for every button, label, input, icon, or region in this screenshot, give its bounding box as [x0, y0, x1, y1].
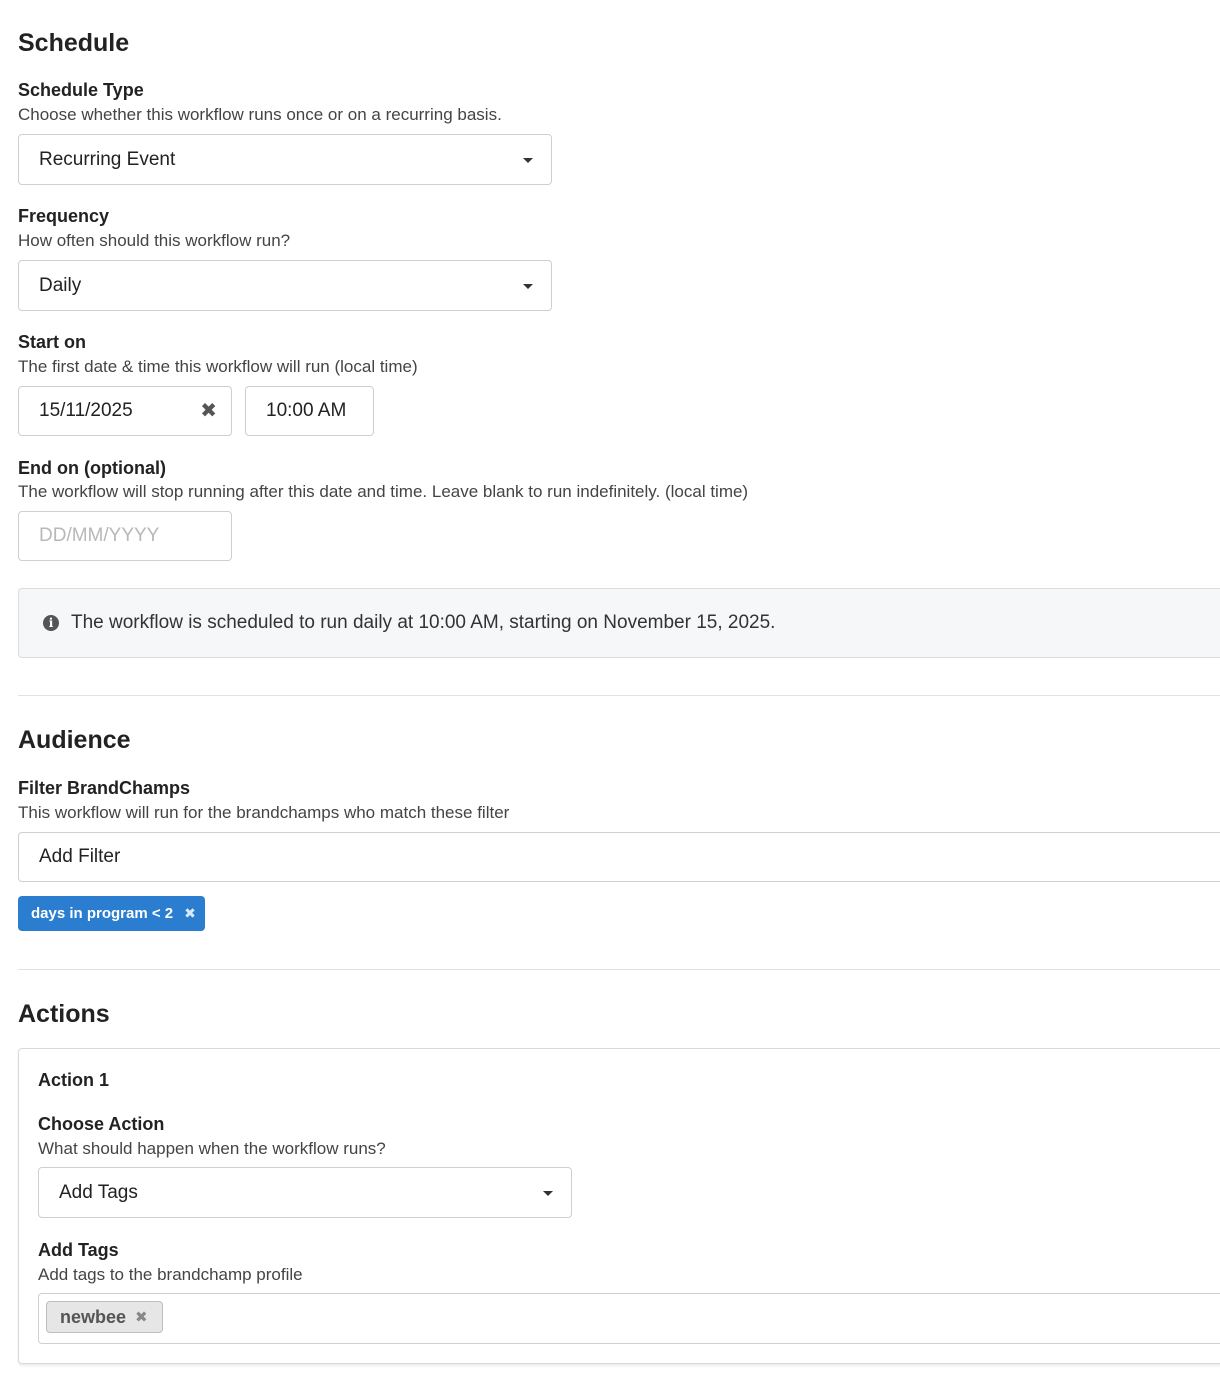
- filter-chip-label: days in program < 2: [31, 905, 174, 922]
- choose-action-select[interactable]: [38, 1167, 572, 1218]
- choose-action-value: Add Tags: [59, 1181, 138, 1203]
- filter-chip: [18, 896, 205, 931]
- actions-section-title: Actions: [18, 1000, 110, 1028]
- add-tags-label: Add Tags: [38, 1240, 119, 1260]
- chevron-down-icon: [543, 1191, 553, 1196]
- end-date-placeholder: DD/MM/YYYY: [39, 525, 160, 546]
- chevron-down-icon: [523, 284, 533, 289]
- section-divider: [18, 969, 1220, 970]
- schedule-section-title: Schedule: [18, 29, 130, 57]
- start-date-value: 15/11/2025: [39, 400, 133, 421]
- frequency-select[interactable]: [18, 260, 552, 311]
- remove-filter-icon[interactable]: ✖: [184, 905, 196, 921]
- tag-chip-label: newbee: [60, 1306, 127, 1327]
- chevron-down-icon: [523, 158, 533, 163]
- schedule-type-value: Recurring Event: [39, 148, 176, 170]
- filter-brandchamps-label: Filter BrandChamps: [18, 778, 191, 798]
- add-filter-select[interactable]: [18, 832, 1220, 882]
- audience-section-title: Audience: [18, 726, 131, 754]
- schedule-type-help: Choose whether this workflow runs once or on a recurring basis.: [18, 105, 502, 124]
- choose-action-label: Choose Action: [38, 1114, 165, 1134]
- clear-date-icon[interactable]: ✖: [200, 400, 217, 422]
- start-time-input[interactable]: [245, 386, 374, 436]
- start-date-input[interactable]: [18, 386, 232, 436]
- tags-input[interactable]: [38, 1293, 1220, 1344]
- schedule-summary-box: [18, 588, 1220, 658]
- action-card: [18, 1048, 1220, 1364]
- frequency-label: Frequency: [18, 206, 110, 226]
- remove-tag-icon[interactable]: ✖: [135, 1309, 148, 1326]
- add-filter-label: Add Filter: [39, 846, 121, 867]
- schedule-type-label: Schedule Type: [18, 80, 144, 100]
- action-title: Action 1: [38, 1070, 110, 1090]
- filter-brandchamps-help: This workflow will run for the brandchamps who match these filter: [18, 803, 510, 822]
- schedule-type-select[interactable]: [18, 134, 552, 185]
- start-on-label: Start on: [18, 332, 87, 352]
- section-divider: [18, 695, 1220, 696]
- start-time-value: 10:00 AM: [266, 400, 347, 421]
- choose-action-help: What should happen when the workflow runs?: [38, 1139, 386, 1158]
- add-tags-help: Add tags to the brandchamp profile: [38, 1265, 303, 1284]
- frequency-help: How often should this workflow run?: [18, 231, 291, 250]
- tag-chip: [46, 1301, 163, 1333]
- frequency-value: Daily: [39, 274, 82, 296]
- start-on-help: The first date & time this workflow will run (local time): [18, 357, 418, 376]
- info-icon: i: [43, 615, 59, 631]
- end-on-label: End on (optional): [18, 458, 166, 478]
- end-on-help: The workflow will stop running after this date and time. Leave blank to run indefinitely. (local time): [18, 482, 749, 501]
- end-date-input[interactable]: [18, 511, 232, 561]
- schedule-summary-text: The workflow is scheduled to run daily at 10:00 AM, starting on November 15, 2025.: [71, 612, 776, 633]
